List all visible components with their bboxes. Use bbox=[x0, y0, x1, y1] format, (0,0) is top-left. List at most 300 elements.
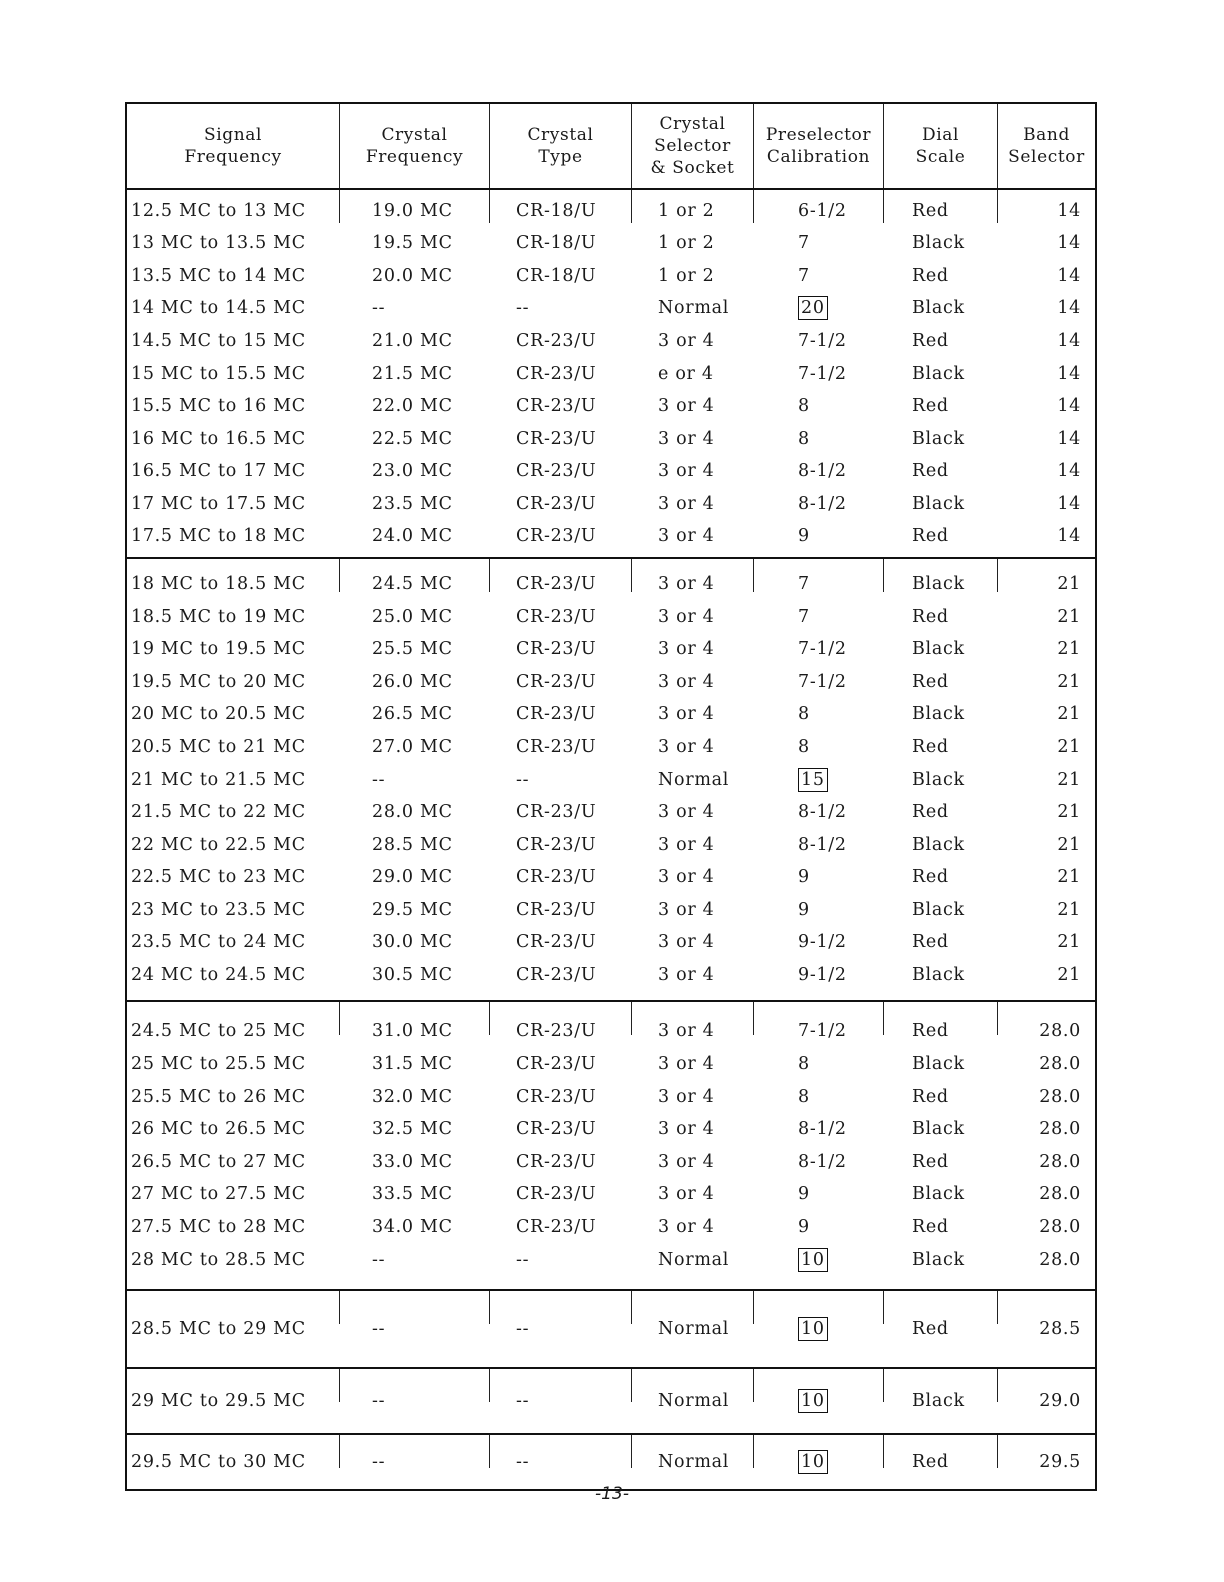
header-line: Dial bbox=[921, 125, 960, 145]
band-selector-cell bbox=[997, 227, 1095, 260]
band-selector-cell bbox=[997, 455, 1095, 488]
crystal-selector-cell bbox=[631, 357, 753, 390]
crystal-type-value: -- bbox=[516, 1249, 530, 1270]
crystal-frequency-cell bbox=[339, 828, 489, 861]
dial-scale-cell bbox=[883, 520, 997, 553]
crystal-freq-value: 27.0 MC bbox=[372, 736, 453, 757]
dial-value: Black bbox=[912, 233, 965, 254]
crystal-frequency-cell bbox=[339, 488, 489, 521]
calibration-value: 9 bbox=[798, 899, 810, 920]
crystal-selector-cell bbox=[631, 959, 753, 992]
signal-frequency-cell bbox=[127, 926, 339, 959]
table-row bbox=[127, 1385, 1095, 1418]
signal-value: 18.5 MC to 19 MC bbox=[131, 606, 306, 627]
crystal-type-value: CR-23/U bbox=[516, 1021, 597, 1042]
crystal-frequency-cell bbox=[339, 422, 489, 455]
crystal-type-cell bbox=[489, 959, 631, 992]
signal-value: 25.5 MC to 26 MC bbox=[131, 1086, 306, 1107]
signal-frequency-cell bbox=[127, 894, 339, 927]
dial-value: Red bbox=[912, 461, 949, 482]
crystal-freq-value: -- bbox=[372, 1249, 386, 1270]
dial-value: Black bbox=[912, 1249, 965, 1270]
selector-value: 3 or 4 bbox=[658, 867, 715, 888]
band-selector-cell bbox=[997, 259, 1095, 292]
dial-value: Black bbox=[912, 704, 965, 725]
crystal-type-value: CR-23/U bbox=[516, 671, 597, 692]
crystal-selector-cell bbox=[631, 520, 753, 553]
crystal-selector-cell bbox=[631, 259, 753, 292]
dial-scale-cell bbox=[883, 600, 997, 633]
band-value: 21 bbox=[1057, 802, 1081, 823]
signal-value: 25 MC to 25.5 MC bbox=[131, 1054, 306, 1075]
signal-frequency-cell bbox=[127, 227, 339, 260]
boxed-calibration-value: 10 bbox=[798, 1450, 828, 1474]
selector-value: 3 or 4 bbox=[658, 965, 715, 986]
dial-scale-cell bbox=[883, 568, 997, 601]
signal-value: 22.5 MC to 23 MC bbox=[131, 867, 306, 888]
calibration-value: 8 bbox=[798, 396, 810, 417]
signal-frequency-cell bbox=[127, 1446, 339, 1479]
signal-frequency-cell bbox=[127, 665, 339, 698]
dial-scale-cell bbox=[883, 227, 997, 260]
boxed-calibration-value: 15 bbox=[798, 768, 828, 792]
crystal-freq-value: 21.0 MC bbox=[372, 330, 453, 351]
preselector-calibration-cell bbox=[753, 1048, 883, 1081]
table-row bbox=[127, 194, 1095, 227]
table-row bbox=[127, 1211, 1095, 1244]
selector-value: 3 or 4 bbox=[658, 396, 715, 417]
band-group bbox=[127, 1433, 1095, 1489]
crystal-selector-cell bbox=[631, 1178, 753, 1211]
band-value: 21 bbox=[1057, 965, 1081, 986]
preselector-calibration-cell bbox=[753, 763, 883, 796]
dial-value: Black bbox=[912, 899, 965, 920]
crystal-type-cell bbox=[489, 292, 631, 325]
signal-value: 26.5 MC to 27 MC bbox=[131, 1151, 306, 1172]
crystal-type-value: CR-23/U bbox=[516, 363, 597, 384]
signal-value: 22 MC to 22.5 MC bbox=[131, 834, 306, 855]
crystal-frequency-cell bbox=[339, 1178, 489, 1211]
crystal-type-value: CR-23/U bbox=[516, 639, 597, 660]
crystal-type-value: CR-23/U bbox=[516, 526, 597, 547]
crystal-frequency-cell bbox=[339, 665, 489, 698]
signal-frequency-cell bbox=[127, 763, 339, 796]
signal-frequency-cell bbox=[127, 633, 339, 666]
table-row bbox=[127, 796, 1095, 829]
crystal-freq-value: 24.5 MC bbox=[372, 573, 453, 594]
crystal-frequency-cell bbox=[339, 1113, 489, 1146]
crystal-type-cell bbox=[489, 390, 631, 423]
dial-value: Black bbox=[912, 428, 965, 449]
calibration-value: 8 bbox=[798, 736, 810, 757]
dial-scale-cell bbox=[883, 1211, 997, 1244]
crystal-type-value: CR-23/U bbox=[516, 932, 597, 953]
band-value: 21 bbox=[1057, 671, 1081, 692]
dial-scale-cell bbox=[883, 926, 997, 959]
dial-value: Black bbox=[912, 1054, 965, 1075]
signal-value: 17.5 MC to 18 MC bbox=[131, 526, 306, 547]
dial-value: Black bbox=[912, 1184, 965, 1205]
band-value: 14 bbox=[1057, 428, 1081, 449]
signal-frequency-cell bbox=[127, 731, 339, 764]
calibration-value: 9-1/2 bbox=[798, 965, 847, 986]
selector-value: 3 or 4 bbox=[658, 932, 715, 953]
crystal-frequency-cell bbox=[339, 1243, 489, 1276]
signal-frequency-cell bbox=[127, 600, 339, 633]
calibration-value: 7-1/2 bbox=[798, 330, 847, 351]
preselector-calibration-cell bbox=[753, 520, 883, 553]
crystal-freq-value: 21.5 MC bbox=[372, 363, 453, 384]
selector-value: Normal bbox=[658, 1249, 730, 1270]
crystal-freq-value: 33.5 MC bbox=[372, 1184, 453, 1205]
crystal-freq-value: 29.5 MC bbox=[372, 899, 453, 920]
signal-frequency-cell bbox=[127, 828, 339, 861]
preselector-calibration-cell bbox=[753, 828, 883, 861]
crystal-frequency-cell bbox=[339, 1015, 489, 1048]
crystal-type-cell bbox=[489, 568, 631, 601]
signal-frequency-cell bbox=[127, 520, 339, 553]
signal-frequency-cell bbox=[127, 861, 339, 894]
dial-value: Red bbox=[912, 867, 949, 888]
band-selector-cell bbox=[997, 1385, 1095, 1418]
selector-value: 3 or 4 bbox=[658, 493, 715, 514]
crystal-frequency-cell bbox=[339, 1385, 489, 1418]
crystal-freq-value: 22.5 MC bbox=[372, 428, 453, 449]
band-value: 21 bbox=[1057, 573, 1081, 594]
dial-value: Red bbox=[912, 736, 949, 757]
preselector-calibration-cell bbox=[753, 1015, 883, 1048]
table-row bbox=[127, 861, 1095, 894]
crystal-freq-value: 25.0 MC bbox=[372, 606, 453, 627]
dial-value: Red bbox=[912, 526, 949, 547]
preselector-calibration-cell bbox=[753, 1243, 883, 1276]
table-row bbox=[127, 520, 1095, 553]
header-line: Crystal bbox=[527, 125, 594, 145]
crystal-freq-value: 22.0 MC bbox=[372, 396, 453, 417]
header-dial-scale bbox=[883, 104, 997, 188]
crystal-freq-value: 32.0 MC bbox=[372, 1086, 453, 1107]
calibration-value: 9 bbox=[798, 526, 810, 547]
selector-value: 3 or 4 bbox=[658, 428, 715, 449]
crystal-freq-value: 30.0 MC bbox=[372, 932, 453, 953]
signal-value: 29.5 MC to 30 MC bbox=[131, 1452, 306, 1472]
dial-value: Black bbox=[912, 1119, 965, 1140]
band-value: 14 bbox=[1057, 233, 1081, 254]
crystal-type-value: CR-18/U bbox=[516, 265, 597, 286]
crystal-type-value: CR-23/U bbox=[516, 330, 597, 351]
signal-frequency-cell bbox=[127, 422, 339, 455]
selector-value: 3 or 4 bbox=[658, 606, 715, 627]
selector-value: 1 or 2 bbox=[658, 265, 715, 286]
selector-value: 1 or 2 bbox=[658, 200, 715, 221]
crystal-type-cell bbox=[489, 763, 631, 796]
dial-scale-cell bbox=[883, 1243, 997, 1276]
signal-value: 21 MC to 21.5 MC bbox=[131, 769, 306, 790]
crystal-type-cell bbox=[489, 1015, 631, 1048]
table-row bbox=[127, 488, 1095, 521]
dial-value: Red bbox=[912, 200, 949, 221]
header-line: Calibration bbox=[766, 147, 871, 167]
signal-value: 19 MC to 19.5 MC bbox=[131, 639, 306, 660]
dial-scale-cell bbox=[883, 1015, 997, 1048]
band-selector-cell bbox=[997, 1146, 1095, 1179]
dial-scale-cell bbox=[883, 292, 997, 325]
band-value: 14 bbox=[1057, 363, 1081, 384]
crystal-selector-cell bbox=[631, 1113, 753, 1146]
calibration-value: 8 bbox=[798, 1054, 810, 1075]
crystal-type-cell bbox=[489, 861, 631, 894]
crystal-freq-value: 26.5 MC bbox=[372, 704, 453, 725]
crystal-type-cell bbox=[489, 796, 631, 829]
calibration-value: 9 bbox=[798, 1216, 810, 1237]
crystal-type-cell bbox=[489, 1385, 631, 1418]
dial-scale-cell bbox=[883, 1313, 997, 1346]
table-row bbox=[127, 1313, 1095, 1346]
band-value: 29.5 bbox=[1039, 1452, 1081, 1472]
table-row bbox=[127, 325, 1095, 358]
header-line: Selector bbox=[1008, 147, 1085, 167]
table-row bbox=[127, 1048, 1095, 1081]
selector-value: Normal bbox=[658, 298, 730, 319]
dial-value: Red bbox=[912, 606, 949, 627]
selector-value: 3 or 4 bbox=[658, 704, 715, 725]
crystal-frequency-cell bbox=[339, 763, 489, 796]
band-group bbox=[127, 557, 1095, 1000]
dial-scale-cell bbox=[883, 455, 997, 488]
calibration-value: 7-1/2 bbox=[798, 639, 847, 660]
crystal-type-value: CR-23/U bbox=[516, 704, 597, 725]
selector-value: 1 or 2 bbox=[658, 233, 715, 254]
table-row bbox=[127, 1015, 1095, 1048]
crystal-frequency-cell bbox=[339, 600, 489, 633]
crystal-frequency-cell bbox=[339, 926, 489, 959]
header-crystal-frequency bbox=[339, 104, 489, 188]
calibration-value: 9 bbox=[798, 1184, 810, 1205]
crystal-type-cell bbox=[489, 828, 631, 861]
band-selector-cell bbox=[997, 1080, 1095, 1113]
band-group bbox=[127, 1367, 1095, 1433]
crystal-freq-value: 30.5 MC bbox=[372, 965, 453, 986]
selector-value: 3 or 4 bbox=[658, 1054, 715, 1075]
signal-frequency-cell bbox=[127, 455, 339, 488]
band-selector-cell bbox=[997, 390, 1095, 423]
dial-scale-cell bbox=[883, 894, 997, 927]
header-crystal-type bbox=[489, 104, 631, 188]
dial-value: Red bbox=[912, 1086, 949, 1107]
crystal-selector-cell bbox=[631, 926, 753, 959]
crystal-frequency-cell bbox=[339, 731, 489, 764]
dial-scale-cell bbox=[883, 731, 997, 764]
crystal-type-value: CR-23/U bbox=[516, 1086, 597, 1107]
preselector-calibration-cell bbox=[753, 194, 883, 227]
crystal-frequency-cell bbox=[339, 959, 489, 992]
crystal-selector-cell bbox=[631, 1146, 753, 1179]
crystal-type-value: CR-23/U bbox=[516, 606, 597, 627]
selector-value: Normal bbox=[658, 769, 730, 790]
preselector-calibration-cell bbox=[753, 959, 883, 992]
band-value: 28.0 bbox=[1039, 1119, 1081, 1140]
preselector-calibration-cell bbox=[753, 227, 883, 260]
signal-frequency-cell bbox=[127, 325, 339, 358]
crystal-freq-value: 31.5 MC bbox=[372, 1054, 453, 1075]
crystal-selector-cell bbox=[631, 422, 753, 455]
table-row bbox=[127, 227, 1095, 260]
signal-frequency-cell bbox=[127, 259, 339, 292]
band-value: 14 bbox=[1057, 493, 1081, 514]
signal-frequency-cell bbox=[127, 194, 339, 227]
signal-frequency-cell bbox=[127, 1211, 339, 1244]
band-group bbox=[127, 1000, 1095, 1289]
table-row bbox=[127, 1446, 1095, 1479]
crystal-type-value: -- bbox=[516, 769, 530, 790]
crystal-frequency-cell bbox=[339, 796, 489, 829]
signal-frequency-cell bbox=[127, 1048, 339, 1081]
dial-value: Red bbox=[912, 1151, 949, 1172]
crystal-type-value: CR-23/U bbox=[516, 1119, 597, 1140]
table-row bbox=[127, 390, 1095, 423]
crystal-selector-cell bbox=[631, 194, 753, 227]
crystal-type-value: CR-23/U bbox=[516, 736, 597, 757]
header-line: Scale bbox=[915, 147, 966, 167]
band-selector-cell bbox=[997, 633, 1095, 666]
crystal-freq-value: 29.0 MC bbox=[372, 867, 453, 888]
selector-value: e or 4 bbox=[658, 363, 714, 384]
dial-scale-cell bbox=[883, 828, 997, 861]
preselector-calibration-cell bbox=[753, 1146, 883, 1179]
header-line: Band bbox=[1023, 125, 1070, 145]
band-selector-cell bbox=[997, 1178, 1095, 1211]
signal-value: 26 MC to 26.5 MC bbox=[131, 1119, 306, 1140]
band-group bbox=[127, 1289, 1095, 1367]
dial-scale-cell bbox=[883, 488, 997, 521]
crystal-type-cell bbox=[489, 926, 631, 959]
band-selector-cell bbox=[997, 488, 1095, 521]
band-selector-cell bbox=[997, 926, 1095, 959]
band-value: 28.0 bbox=[1039, 1151, 1081, 1172]
dial-value: Black bbox=[912, 769, 965, 790]
signal-value: 13 MC to 13.5 MC bbox=[131, 233, 306, 254]
signal-value: 15.5 MC to 16 MC bbox=[131, 396, 306, 417]
calibration-value: 8-1/2 bbox=[798, 1119, 847, 1140]
signal-value: 21.5 MC to 22 MC bbox=[131, 802, 306, 823]
selector-value: 3 or 4 bbox=[658, 526, 715, 547]
crystal-freq-value: 34.0 MC bbox=[372, 1216, 453, 1237]
header-line: & Socket bbox=[650, 158, 735, 178]
crystal-frequency-cell bbox=[339, 1080, 489, 1113]
crystal-type-cell bbox=[489, 1313, 631, 1346]
crystal-selector-cell bbox=[631, 894, 753, 927]
header-line: Selector bbox=[654, 136, 731, 156]
crystal-type-cell bbox=[489, 259, 631, 292]
table-row bbox=[127, 568, 1095, 601]
calibration-value: 7-1/2 bbox=[798, 363, 847, 384]
crystal-selector-cell bbox=[631, 1211, 753, 1244]
crystal-selector-cell bbox=[631, 1446, 753, 1479]
selector-value: 3 or 4 bbox=[658, 639, 715, 660]
signal-frequency-cell bbox=[127, 698, 339, 731]
selector-value: 3 or 4 bbox=[658, 573, 715, 594]
preselector-calibration-cell bbox=[753, 488, 883, 521]
crystal-freq-value: 19.0 MC bbox=[372, 200, 453, 221]
preselector-calibration-cell bbox=[753, 455, 883, 488]
crystal-selector-cell bbox=[631, 390, 753, 423]
dial-scale-cell bbox=[883, 698, 997, 731]
band-value: 28.0 bbox=[1039, 1054, 1081, 1075]
table-row bbox=[127, 1080, 1095, 1113]
crystal-type-value: CR-23/U bbox=[516, 965, 597, 986]
selector-value: 3 or 4 bbox=[658, 802, 715, 823]
band-value: 21 bbox=[1057, 899, 1081, 920]
table-row bbox=[127, 1243, 1095, 1276]
crystal-type-value: -- bbox=[516, 1452, 530, 1472]
preselector-calibration-cell bbox=[753, 894, 883, 927]
signal-value: 16.5 MC to 17 MC bbox=[131, 461, 306, 482]
dial-scale-cell bbox=[883, 861, 997, 894]
dial-value: Red bbox=[912, 330, 949, 351]
crystal-frequency-cell bbox=[339, 1146, 489, 1179]
preselector-calibration-cell bbox=[753, 292, 883, 325]
crystal-selector-cell bbox=[631, 600, 753, 633]
band-value: 14 bbox=[1057, 396, 1081, 417]
dial-scale-cell bbox=[883, 1178, 997, 1211]
crystal-type-value: CR-23/U bbox=[516, 396, 597, 417]
table-row bbox=[127, 422, 1095, 455]
crystal-selector-cell bbox=[631, 698, 753, 731]
crystal-freq-value: -- bbox=[372, 298, 386, 319]
dial-value: Red bbox=[912, 1021, 949, 1042]
dial-scale-cell bbox=[883, 796, 997, 829]
crystal-selector-cell bbox=[631, 763, 753, 796]
crystal-frequency-cell bbox=[339, 292, 489, 325]
crystal-type-cell bbox=[489, 633, 631, 666]
band-value: 29.0 bbox=[1039, 1391, 1081, 1411]
crystal-freq-value: 25.5 MC bbox=[372, 639, 453, 660]
crystal-type-value: CR-18/U bbox=[516, 233, 597, 254]
signal-value: 19.5 MC to 20 MC bbox=[131, 671, 306, 692]
band-value: 14 bbox=[1057, 298, 1081, 319]
selector-value: 3 or 4 bbox=[658, 1216, 715, 1237]
crystal-freq-value: 28.5 MC bbox=[372, 834, 453, 855]
table-row bbox=[127, 665, 1095, 698]
table-row bbox=[127, 763, 1095, 796]
selector-value: 3 or 4 bbox=[658, 330, 715, 351]
table-row bbox=[127, 259, 1095, 292]
table-row bbox=[127, 1113, 1095, 1146]
crystal-type-cell bbox=[489, 731, 631, 764]
crystal-frequency-cell bbox=[339, 1313, 489, 1346]
band-selector-cell bbox=[997, 1113, 1095, 1146]
calibration-value: 7 bbox=[798, 573, 810, 594]
crystal-type-value: CR-23/U bbox=[516, 802, 597, 823]
preselector-calibration-cell bbox=[753, 633, 883, 666]
preselector-calibration-cell bbox=[753, 1313, 883, 1346]
crystal-frequency-cell bbox=[339, 633, 489, 666]
signal-value: 23 MC to 23.5 MC bbox=[131, 899, 306, 920]
band-selector-cell bbox=[997, 568, 1095, 601]
crystal-freq-value: -- bbox=[372, 1452, 386, 1472]
band-selector-cell bbox=[997, 325, 1095, 358]
table-row bbox=[127, 698, 1095, 731]
crystal-freq-value: 20.0 MC bbox=[372, 265, 453, 286]
signal-value: 24.5 MC to 25 MC bbox=[131, 1021, 306, 1042]
header-line: Crystal bbox=[381, 125, 448, 145]
crystal-type-value: CR-23/U bbox=[516, 834, 597, 855]
band-selector-cell bbox=[997, 292, 1095, 325]
crystal-type-cell bbox=[489, 1243, 631, 1276]
crystal-frequency-cell bbox=[339, 259, 489, 292]
selector-value: Normal bbox=[658, 1452, 730, 1472]
crystal-frequency-cell bbox=[339, 894, 489, 927]
